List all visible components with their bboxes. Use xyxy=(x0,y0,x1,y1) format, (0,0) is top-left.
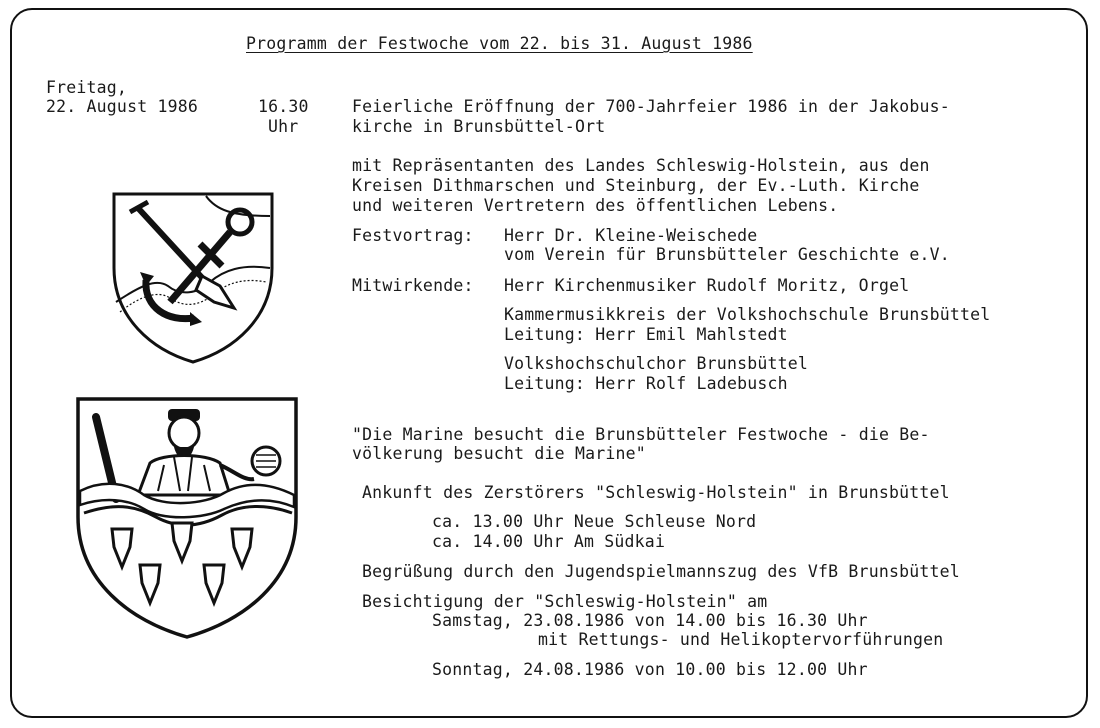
group-1-line-2: Leitung: Herr Emil Mahlstedt xyxy=(504,325,788,344)
group-2-line-1: Volkshochschulchor Brunsbüttel xyxy=(504,354,809,373)
festvortrag-label: Festvortrag: xyxy=(352,226,474,245)
figure-coat-of-arms-icon xyxy=(74,395,300,641)
day-label: Freitag, xyxy=(46,78,128,97)
saturday-extra-line: mit Rettungs- und Helikoptervorführungen xyxy=(538,630,944,649)
page-title: Programm der Festwoche vom 22. bis 31. August 1986 xyxy=(246,34,753,53)
representatives-line-3: und weiteren Vertretern des öffentlichen Lebens. xyxy=(352,196,839,215)
anchor-coat-of-arms-icon xyxy=(110,190,276,365)
time-label: 16.30 xyxy=(258,97,309,116)
marine-heading-2: völkerung besucht die Marine" xyxy=(352,444,646,463)
date-label: 22. August 1986 xyxy=(46,97,199,116)
sunday-line: Sonntag, 24.08.1986 von 10.00 bis 12.00 Uhr xyxy=(432,660,868,679)
group-2-line-2: Leitung: Herr Rolf Ladebusch xyxy=(504,374,788,393)
saturday-line: Samstag, 23.08.1986 von 14.00 bis 16.30 Uhr xyxy=(432,611,868,630)
representatives-line-2: Kreisen Dithmarschen und Steinburg, der Ev.-Luth. Kirche xyxy=(352,176,920,195)
time-unit-label: Uhr xyxy=(268,117,299,136)
arrival-line: Ankunft des Zerstörers "Schleswig-Holstein" in Brunsbüttel xyxy=(362,483,950,502)
opening-line-1: Feierliche Eröffnung der 700-Jahrfeier 1986 in der Jakobus- xyxy=(352,97,950,116)
representatives-line-1: mit Repräsentanten des Landes Schleswig-Holstein, aus den xyxy=(352,156,930,175)
opening-line-2: kirche in Brunsbüttel-Ort xyxy=(352,117,606,136)
mitwirkende-label: Mitwirkende: xyxy=(352,276,474,295)
greeting-line: Begrüßung durch den Jugendspielmannszug des VfB Brunsbüttel xyxy=(362,562,960,581)
marine-heading-1: "Die Marine besucht die Brunsbütteler Festwoche - die Be- xyxy=(352,425,930,444)
group-1-line-1: Kammermusikkreis der Volkshochschule Brunsbüttel xyxy=(504,305,991,324)
arrival-time-2: ca. 14.00 Uhr Am Südkai xyxy=(432,532,666,551)
arrival-time-1: ca. 13.00 Uhr Neue Schleuse Nord xyxy=(432,512,757,531)
mitwirkende-line: Herr Kirchenmusiker Rudolf Moritz, Orgel xyxy=(504,276,910,295)
visit-line: Besichtigung der "Schleswig-Holstein" am xyxy=(362,592,768,611)
festvortrag-line-2: vom Verein für Brunsbütteler Geschichte e.V. xyxy=(504,245,950,264)
festvortrag-line-1: Herr Dr. Kleine-Weischede xyxy=(504,226,758,245)
